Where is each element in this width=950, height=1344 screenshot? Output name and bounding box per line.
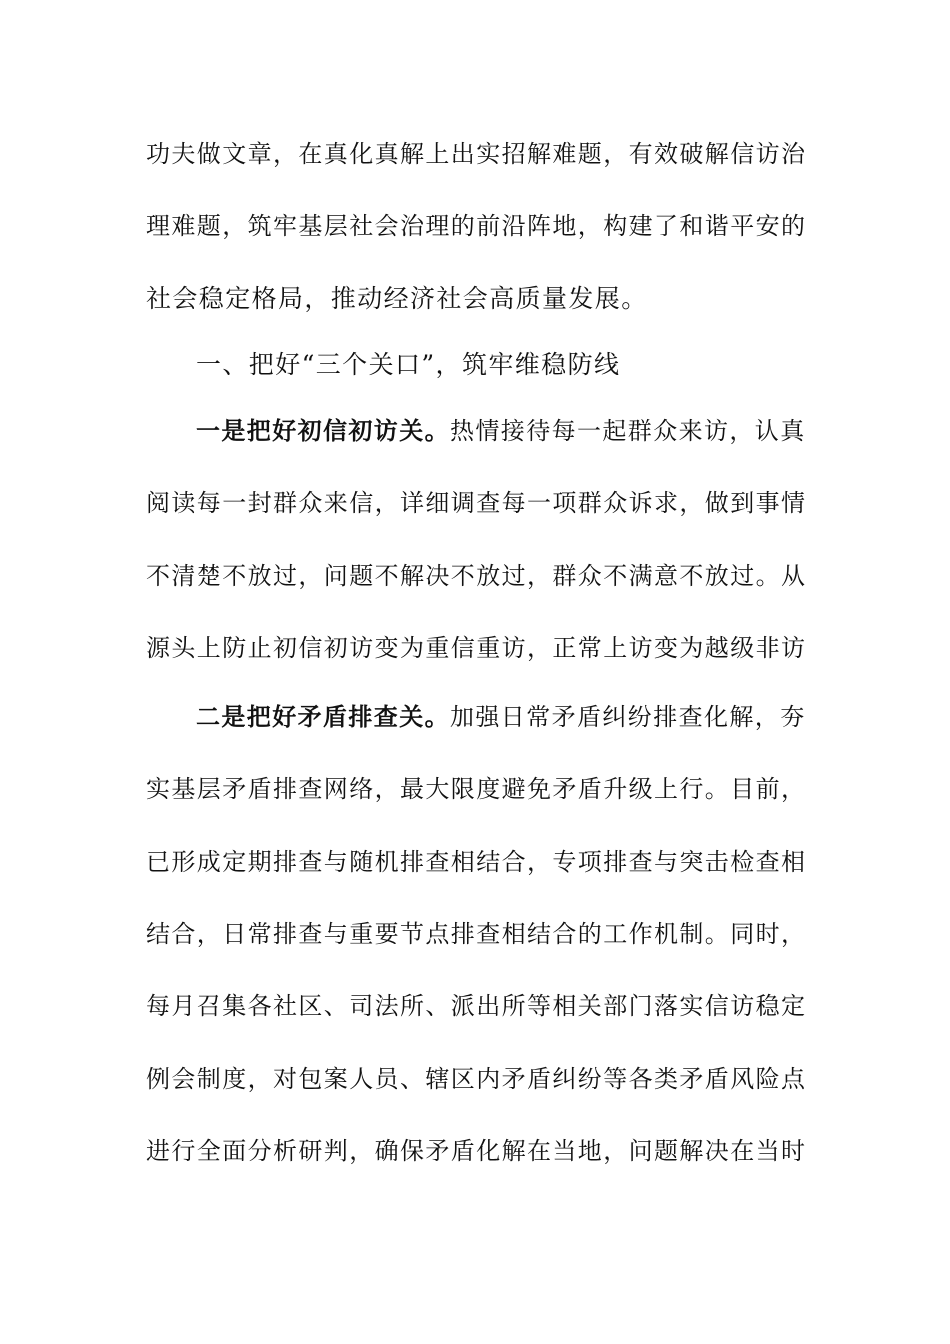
paragraph-line [146,210,806,242]
line-text: 加强日常矛盾纠纷排查化解，夯 [450,703,806,731]
line-text: 阅读每一封群众来信，详细调查每一项群众诉求，做到事情 [146,489,807,517]
paragraph-line [146,560,806,592]
line-text: 实基层矛盾排查网络，最大限度避免矛盾升级上行。目前， [146,775,807,803]
line-text: 已形成定期排查与随机排查相结合，专项排查与突击检查相 [146,848,807,876]
line-text: 例会制度，对包案人员、辖区内矛盾纠纷等各类矛盾风险点 [146,1065,807,1093]
paragraph-line [146,283,806,315]
line-text: 每月召集各社区、司法所、派出所等相关部门落实信访稳定 [146,992,807,1020]
paragraph-line [146,487,806,519]
point-lead: 二是把好矛盾排查关。 [196,702,450,731]
paragraph-line [146,990,806,1022]
line-text: 源头上防止初信初访变为重信重访，正常上访变为越级非访 [146,634,807,662]
paragraph-line [146,846,806,878]
line-text: 结合，日常排查与重要节点排查相结合的工作机制。同时， [146,920,807,948]
paragraph-line [196,415,806,447]
paragraph-line [146,773,806,805]
line-text: 进行全面分析研判，确保矛盾化解在当地，问题解决在当时 [146,1137,807,1165]
line-text: 热情接待每一起群众来访，认真 [450,417,806,445]
line-text: 社会稳定格局，推动经济社会高质量发展。 [146,284,648,313]
paragraph-line [146,138,806,170]
paragraph-line [146,1135,806,1167]
paragraph-line [196,701,806,733]
point-lead: 一是把好初信初访关。 [196,416,450,445]
paragraph-line [146,1063,806,1095]
line-text: 理难题，筑牢基层社会治理的前沿阵地，构建了和谐平安的 [146,212,807,240]
section-heading [196,349,806,381]
heading-text: 一、把好“三个关口”，筑牢维稳防线 [196,350,621,379]
line-text: 不清楚不放过，问题不解决不放过，群众不满意不放过。从 [146,562,807,590]
paragraph-line [146,918,806,950]
line-text: 功夫做文章，在真化真解上出实招解难题，有效破解信访治 [146,140,807,168]
paragraph-line [146,632,806,664]
